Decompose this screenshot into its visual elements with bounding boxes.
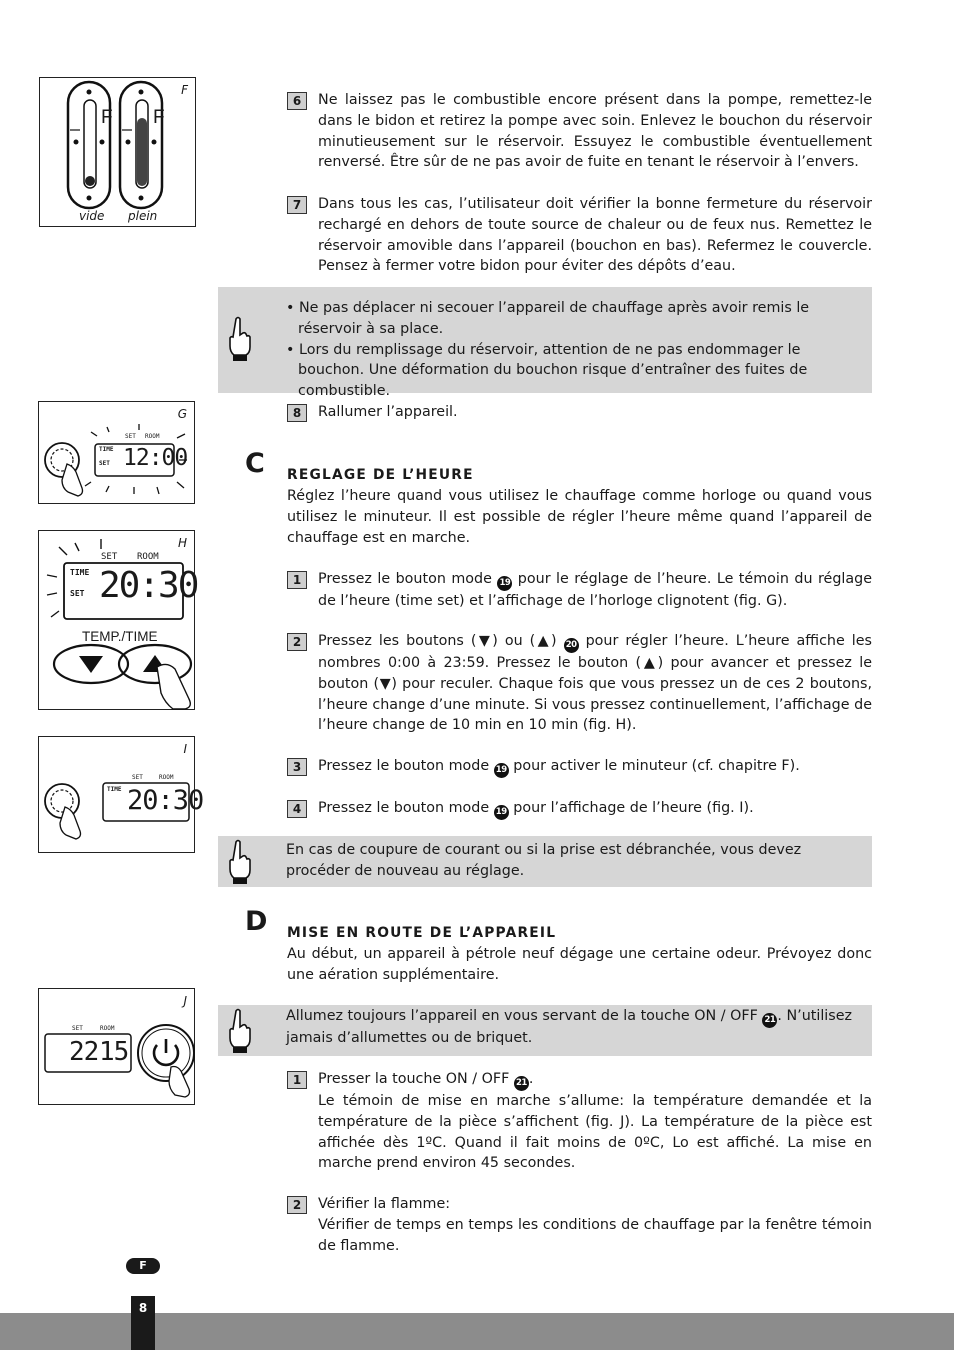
lcd-time-label: TIME [107, 786, 122, 793]
lcd-set-indicator: SET [99, 460, 110, 467]
figure-i [38, 736, 204, 853]
lcd-set-label: SET [132, 774, 143, 781]
warning-note [218, 287, 872, 400]
step-number: 2 [287, 1196, 307, 1214]
step-text: Dans tous les cas, l’utilisateur doit vérifier la bonne fermeture du réservoir rechargé en dehors de toute source de chaleur ou de feux nus. Remettez le réservoir amovible dans l’appareil (bouchon en bas). Refermez le couvercle. Pensez à fermer votre bidon pour éviter des dépôts d’eau. [318, 196, 872, 275]
figure-letter: F [181, 83, 188, 97]
step-number: 3 [287, 758, 307, 776]
label-full: plein [128, 209, 158, 223]
pointing-hand-icon [226, 1007, 254, 1055]
step-number: 6 [287, 92, 307, 110]
lcd-time-label: TIME [99, 446, 114, 453]
lcd-room-label: ROOM [159, 774, 174, 781]
pointing-hand-icon [226, 838, 254, 886]
note-text [286, 298, 860, 402]
lcd-set-label: SET [125, 433, 136, 440]
note-bullet: • Ne pas déplacer ni secouer l’appareil de chauffage après avoir remis le réservoir à sa place. [286, 300, 810, 337]
figure-letter: H [177, 536, 187, 550]
label-empty: vide [79, 209, 105, 223]
step-text: Ne laissez pas le combustible encore présent dans la pompe, remettez-le dans le bidon et retirez la pompe avec soin. Enlevez le bouchon du réservoir minutieusement sur le réservoir. Essuyez le combustible éventuellement renversé. Être sûr de ne pas avoir de fuite en tenant le réservoir à l’envers. [318, 92, 872, 171]
step-text: Pressez le bouton mode 19 pour le réglage de l’heure. Le témoin du réglage de l’heure (time set) et l’affichage de l’horloge clignotent (fig. G). [318, 571, 873, 609]
section-c-step-2 [287, 631, 872, 736]
step-number: 7 [287, 196, 307, 214]
section-c-step-3 [287, 756, 872, 778]
figure-g [38, 401, 195, 504]
page-number: 8 [138, 1301, 148, 1315]
lcd-time-label: TIME [70, 568, 90, 577]
step-8 [287, 402, 872, 423]
lcd-room-label: ROOM [137, 552, 159, 562]
step-text: Pressez les boutons (▼) ou (▲) 20 pour régler l’heure. L’heure affiche les nombres 0:00 à 23:59. Pressez le bouton (▲) pour avancer et pressez le bouton (▼) pour reculer. Chaque fois que vous pressez un de ces 2 boutons, l’heure change d’une minute. Si vous pressez continuellement, l’affichage de l’heure change de 10 min en 10 min (fig. H). [318, 633, 872, 734]
section-letter-d: D [245, 906, 268, 937]
lcd-temp-room: 15 [99, 1037, 129, 1067]
step-text: Rallumer l’appareil. [318, 404, 458, 420]
step-6 [287, 90, 872, 173]
figure-letter: J [183, 994, 187, 1008]
ref-number-icon: 21 [514, 1076, 529, 1091]
section-title-c: REGLAGE DE L’HEURE [287, 467, 474, 483]
figure-h [38, 530, 198, 710]
ref-number-icon: 20 [564, 638, 579, 653]
power-cut-note [218, 836, 872, 887]
ref-number-icon: 19 [494, 763, 509, 778]
ref-number-icon: 21 [762, 1013, 777, 1028]
figure-f [39, 77, 196, 227]
gauge-mark-right: F [153, 107, 165, 128]
lcd-set-indicator: SET [70, 589, 85, 598]
figure-letter: G [177, 407, 187, 421]
note-text: Allumez toujours l’appareil en vous servant de la touche ON / OFF 21 . N’utilisez jamais d’allumettes ou de briquet. [286, 1008, 853, 1046]
lcd-time-display: 20:30 [99, 565, 198, 606]
fuel-gauge-illustration [40, 78, 197, 228]
language-badge: F [126, 1258, 160, 1274]
step-number: 2 [287, 633, 307, 651]
section-letter-c: C [245, 448, 265, 479]
note-text: En cas de coupure de courant ou si la prise est débranchée, vous devez procéder de nouveau au réglage. [286, 842, 802, 879]
section-d-step-2 [287, 1194, 872, 1256]
step-text: Vérifier la flamme: Vérifier de temps en temps les conditions de chauffage par la fenêtre témoin de flamme. [318, 1196, 872, 1254]
section-d-step-1 [287, 1069, 872, 1174]
page-number-tab [131, 1296, 155, 1350]
step-number: 1 [287, 1071, 307, 1089]
gauge-mark-left: F [101, 107, 113, 128]
step-number: 8 [287, 404, 307, 422]
ref-number-icon: 19 [494, 805, 509, 820]
time-adjust-illustration [39, 531, 196, 711]
section-c-step-4 [287, 798, 872, 820]
step-text: Pressez le bouton mode 19 pour activer le minuteur (cf. chapitre F). [318, 756, 872, 778]
section-title-d: MISE EN ROUTE DE L’APPAREIL [287, 925, 557, 941]
section-d-intro: Au début, un appareil à pétrole neuf dégage une certaine odeur. Prévoyez donc une aération supplémentaire. [287, 946, 872, 983]
lcd-time-display: 20:30 [127, 785, 204, 816]
figure-letter: I [183, 742, 187, 756]
section-c-intro: Réglez l’heure quand vous utilisez le chauffage comme horloge ou quand vous utilisez le minuteur. Il est possible de régler l’heure même quand l’appareil de chauffage est en marche. [287, 488, 872, 546]
step-number: 4 [287, 800, 307, 818]
temp-time-buttons-label: TEMP./TIME [82, 629, 158, 644]
step-number: 1 [287, 571, 307, 589]
lcd-set-label: SET [72, 1025, 83, 1032]
figure-j [38, 988, 195, 1105]
ref-number-icon: 19 [497, 576, 512, 591]
lcd-temp-set: 22 [69, 1037, 99, 1067]
note-bullet: • Lors du remplissage du réservoir, attention de ne pas endommager le bouchon. Une déformation du bouchon risque d’entraîner des fuites de combustible. [286, 341, 808, 400]
pointing-hand-icon [226, 315, 254, 363]
step-7 [287, 194, 872, 277]
section-c-step-1 [287, 569, 872, 612]
step-text: Pressez le bouton mode 19 pour l’affichage de l’heure (fig. I). [318, 798, 872, 820]
lcd-room-label: ROOM [145, 433, 160, 440]
lcd-time-display: 12:00 [123, 445, 188, 471]
lcd-room-label: ROOM [100, 1025, 115, 1032]
ignition-note [218, 1005, 872, 1056]
lcd-set-label: SET [101, 552, 118, 562]
step-text: Presser la touche ON / OFF 21 . Le témoin de mise en marche s’allume: la température demandée et la température de la pièce s’affichent (fig. J). La température de la pièce est affichée dès 1ºC. Quand il fait moins de 0ºC, Lo est affiché. La mise en marche prend environ 45 secondes. [318, 1071, 872, 1172]
